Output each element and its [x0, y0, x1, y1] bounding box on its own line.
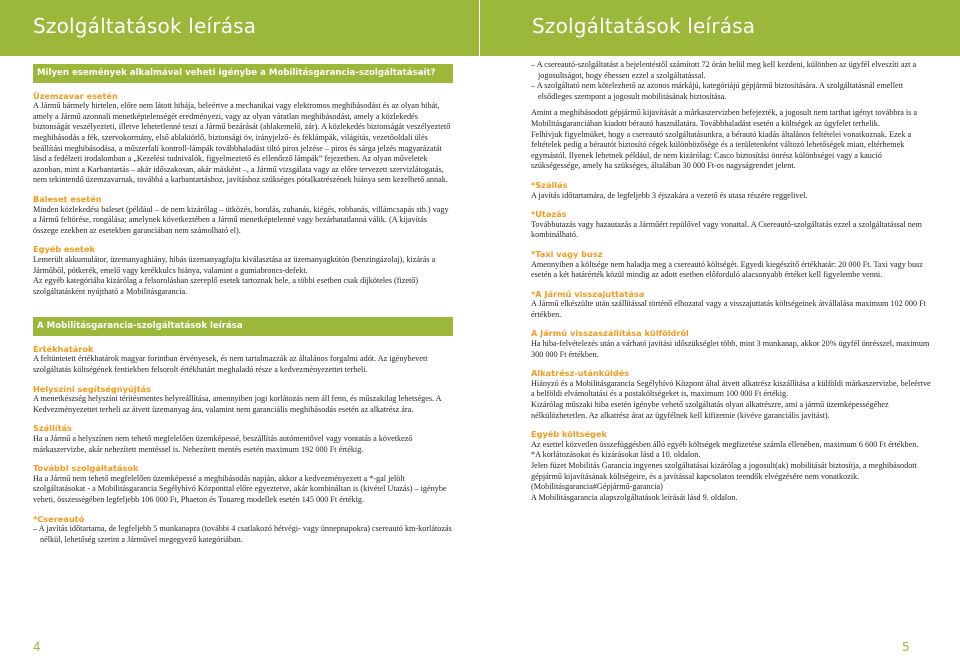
- left-page-title: Szolgáltatások leírása: [33, 14, 257, 38]
- replacement-car-heading: *Csereautó: [33, 513, 85, 524]
- other-costs-text: Az esettel közvetlen összefüggésben álló egyéb költségek megfizetése számla ellenében, maximum 6 600 Ft értékben.: [531, 439, 919, 449]
- right-page-number: 5: [902, 640, 910, 654]
- other-costs-heading: Egyéb költségek: [531, 429, 607, 440]
- other-cases-note: Az egyéb kategóriába kizárólag a felsorolásban szereplő esetek tartoznak bele, a többi esetben csak díjköteles (fizető) szolgáltatásként nyújtható a Mobilitásgarancia.: [33, 276, 419, 296]
- parts-shipping-note: Kizárólag műszaki hiba esetén igénybe vehető szolgáltatás olyan alkatrészre, ami a jármű üzemképességéhez nélkülözhetetlen. Az alkatrész árat az ügyfélnek kell kifizetnie (kivéve garanciális javítást).: [531, 400, 889, 420]
- right-title-bar: [480, 0, 960, 56]
- vehicle-return-text: A Jármű elkészülte után szállítással történő elhozatal vagy a visszajuttatás költségeinek átvállalása maximum 102 000 Ft értékben.: [531, 299, 926, 319]
- right-column: [531, 60, 931, 503]
- other-cases-heading: Egyéb esetek: [33, 244, 95, 255]
- right-page: [480, 0, 960, 659]
- onsite-help-text: A menetkészség helyszíni térítésmentes helyreállítása, amennyiben jogi korlátozás nem áll fenn, és műszakilag lehetséges. A Kedvezményezettet terheli az átvett üzemanyag ára, valamint nem garanciális meghibásodás esetén az alkatrész ára.: [33, 394, 442, 414]
- parts-shipping-text: Hiányzó és a Mobilitásgarancia Segélyhívó Központ által átvett alkatrész kiszállítása a külföldi márkaszervizbe, beleértve a belföldi elvámoltatási és a postaköltségeket is, maximum 100 000 Ft értékig.: [531, 378, 931, 399]
- left-title-bar: [0, 0, 479, 56]
- breakdown-text: A Jármű bármely hirtelen, előre nem látott hibája, beleértve a mechanikai vagy elektromos meghibásodást és az olyan hibát, amely a Jármű azonnali menetképtelenségét eredményezi, vagy az olyan váratlan meghibásodást, amely a közlekedés biztonságát veszélyezteti, illetve lehetetlenné teszi a Jármű bezárását (ablakemelő, zár). A közlekedés biztonságát veszélyeztető meghibásodás a fék, szervokormány, első ablaktörlő, biztonsági öv, irányjelző- és féklámpák, világítás, vezetőoldali ülés beállítási meghibásodása, a műszerfali kontroll-lámpák továbbhaladást tiltó piros jelzése – piros és sárga jelzés magyarázatát lásd a fedélzeti irodalomban a „Kezelési tudnivalók, figyelmeztető és ellenőrző lámpák” fejezetben. Az olyan műveletek azonban, mint a Karbantartás – akár időszakosan, akár másként –, a Jármű vizsgálata vagy az előre tervezett szervizlátogatás, nem tekintendő üzemzavarnak, továbbá a karbantartáshoz, javításhoz szükséges pótalkatrészének hiánya sem kezelhető annak.: [33, 101, 451, 185]
- other-cases-text: Lemerült akkumulátor, üzemanyaghiány, hibás üzemanyagfajta kiválasztása az üzemanyagkútón (benzingázolaj), kizárás a Járműből, pótkerék, emelő vagy kerékkulcs hiánya, valamint a gumiabroncs-defekt.: [33, 254, 436, 275]
- abroad-return-heading: A Jármű visszaszállítása külföldről: [531, 328, 689, 339]
- travel-heading: *Utazás: [531, 209, 567, 220]
- transport-text: Ha a Jármű a helyszínen nem tehető megfelelően üzemképessé, beszállítás autómentővel vagy vontatás a következő márkaszervizbe, akár nehezített mentéssel is. Nehezített mentés esetén maximum 192 000 Ft értékig.: [33, 434, 413, 454]
- events-section-bar: Milyen események alkalmával veheti igénybe a Mobilitásgarancia-szolgáltatásait?: [33, 64, 453, 83]
- accommodation-text: A javítás időtartamára, de legfeljebb 3 éjszakára a vezető és utasa részére reggelivel.: [531, 190, 808, 200]
- taxi-bus-heading: *Taxi vagy busz: [531, 248, 603, 259]
- breakdown-heading: Üzemzavar esetén: [33, 90, 118, 101]
- value-limits-text: A feltüntetett értékhatárok magyar forintban érvényesek, és nem tartalmazzák az általános forgalmi adót. Az igénybevett szolgáltatás költségének fentiekben felsorolt értékhatárt meghaladó része a kedvezményezettet terheli.: [33, 354, 428, 375]
- rental-conditions-text: Felhívjuk figyelmüket, hogy a csereautó szolgáltatásunkra, a bérautó kiadás általános feltételei vonatkoznak. Ezek a feltételek pedig a bérautót biztosító cégek különbözősége és a területenként változó lehetőségek miatt, eltérhetnek egymástól. Ilyenek lehetnek például, de nem kizárólag: Casco biztosítási önrész különbségei vagy a kaució szükségessége, amely ha szükséges, általában 30 000 Ft-os nagyságrendet jelent.: [531, 129, 912, 171]
- accommodation-heading: *Szállás: [531, 179, 568, 190]
- accident-text: Minden közlekedési baleset (például – de nem kizárólag – ütközés, borulás, zuhanás, kiégés, robbanás, villámcsapás stb.) vagy a Jármű feltörése, rongálása; amelynek következtében a Jármű menetképtelenné vagy bezárhatatlanná válik. (A kijavítás összege ezekben az esetekben garanciában nem számolható el).: [33, 204, 449, 235]
- transport-heading: Szállítás: [33, 423, 72, 434]
- taxi-bus-text: Amennyiben a költsége nem haladja meg a csereautó költségét. Egyedi kiegészítő értékhatár: 20 000 Ft. Taxi vagy busz esetén a két határérték közül mindig az adott esetben előforduló alacsonyabb értéket kell figyelembe venni.: [531, 259, 923, 280]
- services-section-bar: A Mobilitásgarancia-szolgáltatások leírása: [33, 317, 453, 336]
- parts-shipping-heading: Alkatrész-utánküldés: [531, 368, 630, 379]
- left-column: [33, 64, 453, 545]
- vehicle-return-heading: *A Jármű visszajuttatása: [531, 288, 645, 299]
- scope-note: Jelen füzet Mobilitás Garancia ingyenes szolgáltatásai kizárólag a jogosult(ak) mobilitását biztosítja, a meghibásodott gépjármű kijavításának költségeire, és a javítással kapcsolatos teendők elvégzésére nem vonatkozik. (Mobilitásgarancia#Gépjármű-garancia): [531, 461, 917, 492]
- basic-services-note: A Mobilitásgarancia alapszolgáltatások leírását lásd 9. oldalon.: [531, 492, 738, 502]
- rental-end-text: Amint a meghibásodott gépjármű kijavítását a márkaszervizben befejezték, a jogosult nem tarthat igényt továbbra is a Mobilitásgaranciában kiadott bérautó használatára. Továbbhaladást esetén a költségek az ügyfelet terhelik.: [531, 108, 918, 128]
- limitations-note: *A korlátozásokat és kizárásokat lásd a 10. oldalon.: [531, 450, 701, 460]
- further-services-text: Ha a Jármű nem tehető megfelelően üzemképessé a meghibásodás napján, akkor a kedvezményezett a *-gal jelölt szolgáltatásokat - a Mobilitásgarancia Segélyhívó Központtal előre egyeztetve, akár kombináltan is (kivétel Utazás) – igénybe veheti, összességében legfeljebb 106 000 Ft, Phaeton és Touareg modellek esetén 145 000 Ft értékig.: [33, 473, 447, 504]
- travel-text: Továbbutazás vagy hazautazás a Járműért repülővel vagy vonattal. A Csereautó-szolgáltatás ezzel a szolgáltatással nem kombinálható.: [531, 219, 922, 240]
- right-page-title: Szolgáltatások leírása: [532, 14, 756, 38]
- value-limits-heading: Értékhatárok: [33, 343, 94, 354]
- accident-heading: Baleset esetén: [33, 193, 102, 204]
- replacement-car-rule-2: – A szolgáltató nem kötelezhető az azonos márkájú, kategóriájú gépjármű biztosítására. A szolgáltatásnál emellett elsődleges szempont a jogosult mobilitásának biztosítása.: [531, 81, 904, 101]
- replacement-car-rule-1: – A csereautó-szolgáltatást a bejelentéstől számított 72 órán belül meg kell kezdeni, különben az ügyfél elveszíti azt a jogosultságot, hogy éhessen ezzel a szolgáltatással.: [531, 60, 917, 80]
- abroad-return-text: Ha hiba-felvételezés után a várható javítási időszükséglet több, mint 3 munkanap, akkor 20% ügyfél önrésszel, maximum 300 000 Ft értékben.: [531, 339, 930, 359]
- replacement-car-text: – A javítás időtartama, de legfeljebb 5 munkanapra (további 4 csatlakozó hétvégi- vagy ünnepnapokra) csereautó km-korlátozás nélkül, lehetőség szerint a Járművel megegyező kategóriában.: [33, 524, 452, 544]
- left-page-number: 4: [33, 640, 41, 654]
- onsite-help-heading: Helyszíni segítségnyújtás: [33, 383, 151, 394]
- further-services-heading: További szolgáltatások: [33, 463, 139, 474]
